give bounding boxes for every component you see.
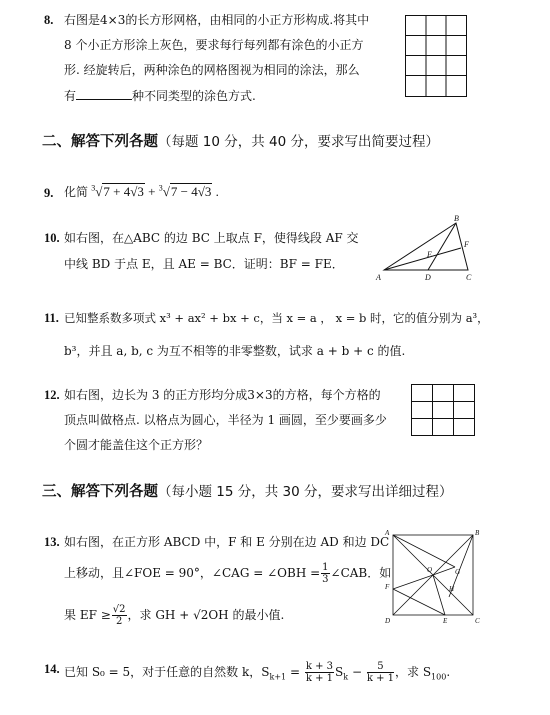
problem-14-number: 14. bbox=[44, 662, 60, 676]
problem-12-number: 12. bbox=[44, 388, 60, 402]
problem-8-line-2: 8 个小正方形涂上灰色，要求每行每列都有涂色的小正方 bbox=[64, 38, 364, 52]
problem-13-line-1: 如右图，在正方形 ABCD 中，F 和 E 分别在边 AD 和边 DC bbox=[64, 535, 390, 549]
answer-blank[interactable] bbox=[76, 88, 132, 100]
problem-10-line-2: 中线 BD 于点 E，且 AE = BC．证明：BF = FE． bbox=[64, 257, 344, 271]
label-c: C bbox=[466, 273, 472, 282]
label-a: A bbox=[385, 529, 390, 537]
problem-11-line-2: b³，并且 a, b, c 为互不相等的非零整数，试求 a + b + c 的值. bbox=[64, 344, 406, 358]
fraction-k3-over-k1: $\frac{k + 3}{k + 1}$ bbox=[305, 661, 334, 684]
label-f: F bbox=[464, 240, 469, 249]
triangle-abc-figure bbox=[372, 214, 482, 284]
problem-10-line-1: 如右图，在△ABC 的边 BC 上取点 F，使得线段 AF 交 bbox=[64, 231, 359, 245]
label-f: F bbox=[385, 583, 390, 591]
label-b: B bbox=[475, 529, 480, 537]
square-abcd-figure bbox=[383, 527, 483, 627]
problem-13-line-2: 上移动，且∠FOE = 90°，∠CAG = ∠OBH = $\frac{1}{3}$ ∠CAB．如 bbox=[64, 562, 392, 585]
problem-11-number: 11. bbox=[44, 311, 59, 325]
label-g: G bbox=[455, 568, 461, 576]
problem-8-number: 8. bbox=[44, 13, 54, 27]
problem-8-line-1: 右图是4×3的长方形网格，由相同的小正方形构成.将其中 bbox=[64, 13, 370, 27]
problem-12-line-3: 个圆才能盖住这个正方形？ bbox=[64, 438, 209, 452]
problem-8-line-4: 有 种不同类型的涂色方式. bbox=[64, 89, 256, 103]
problem-12-line-2: 顶点叫做格点. 以格点为圆心，半径为 1 画圆，至少要画多少 bbox=[64, 413, 387, 427]
label-e: E bbox=[443, 617, 448, 625]
label-c: C bbox=[475, 617, 480, 625]
label-o: O bbox=[427, 566, 433, 574]
grid-3x3-figure bbox=[411, 384, 477, 438]
problem-9-number: 9. bbox=[44, 186, 54, 200]
problem-8-line-3: 形. 经旋转后，两种涂色的网格图视为相同的涂法，那么 bbox=[64, 63, 360, 77]
problem-10-number: 10. bbox=[44, 231, 60, 245]
problem-11-line-1: 已知整系数多项式 x³ + ax² + bx + c，当 x = a ， x = b 时，它的值分别为 a³， bbox=[64, 311, 489, 325]
problem-9-expression: 化简 $^3$√7 + 4√3 + $^3$√7 − 4√3 . bbox=[64, 183, 219, 199]
section-2-heading: 二、解答下列各题（每题 10 分，共 40 分，要求写出简要过程） bbox=[42, 134, 440, 150]
problem-13-line-3: 果 EF ≥ $\frac{√2}{2}$ ，求 GH + √2OH 的最小值. bbox=[64, 604, 285, 627]
section-3-heading: 三、解答下列各题（每小题 15 分，共 30 分，要求写出详细过程） bbox=[42, 484, 453, 500]
fraction-one-third: $\frac{1}{3}$ bbox=[322, 562, 329, 585]
problem-14-line-1: 已知 S₀ = 5，对于任意的自然数 k，$S_{k+1}$ = $\frac{k + 3}{k + 1}$ $S_k$ − $\frac{5}{k + 1}$ ，求 $S_{100}$. bbox=[64, 661, 451, 684]
fraction-root2-over-2: $\frac{√2}{2}$ bbox=[112, 604, 126, 627]
label-h: H bbox=[449, 585, 455, 593]
problem-13-number: 13. bbox=[44, 535, 60, 549]
label-d: D bbox=[385, 617, 391, 625]
fraction-5-over-k1: $\frac{5}{k + 1}$ bbox=[366, 661, 394, 684]
label-d: D bbox=[425, 273, 431, 282]
grid-4x3-figure bbox=[405, 15, 469, 99]
label-e: E bbox=[427, 250, 432, 259]
label-a: A bbox=[376, 273, 381, 282]
problem-12-line-1: 如右图，边长为 3 的正方形均分成3×3的方格，每个方格的 bbox=[64, 388, 381, 402]
label-b: B bbox=[454, 214, 459, 223]
